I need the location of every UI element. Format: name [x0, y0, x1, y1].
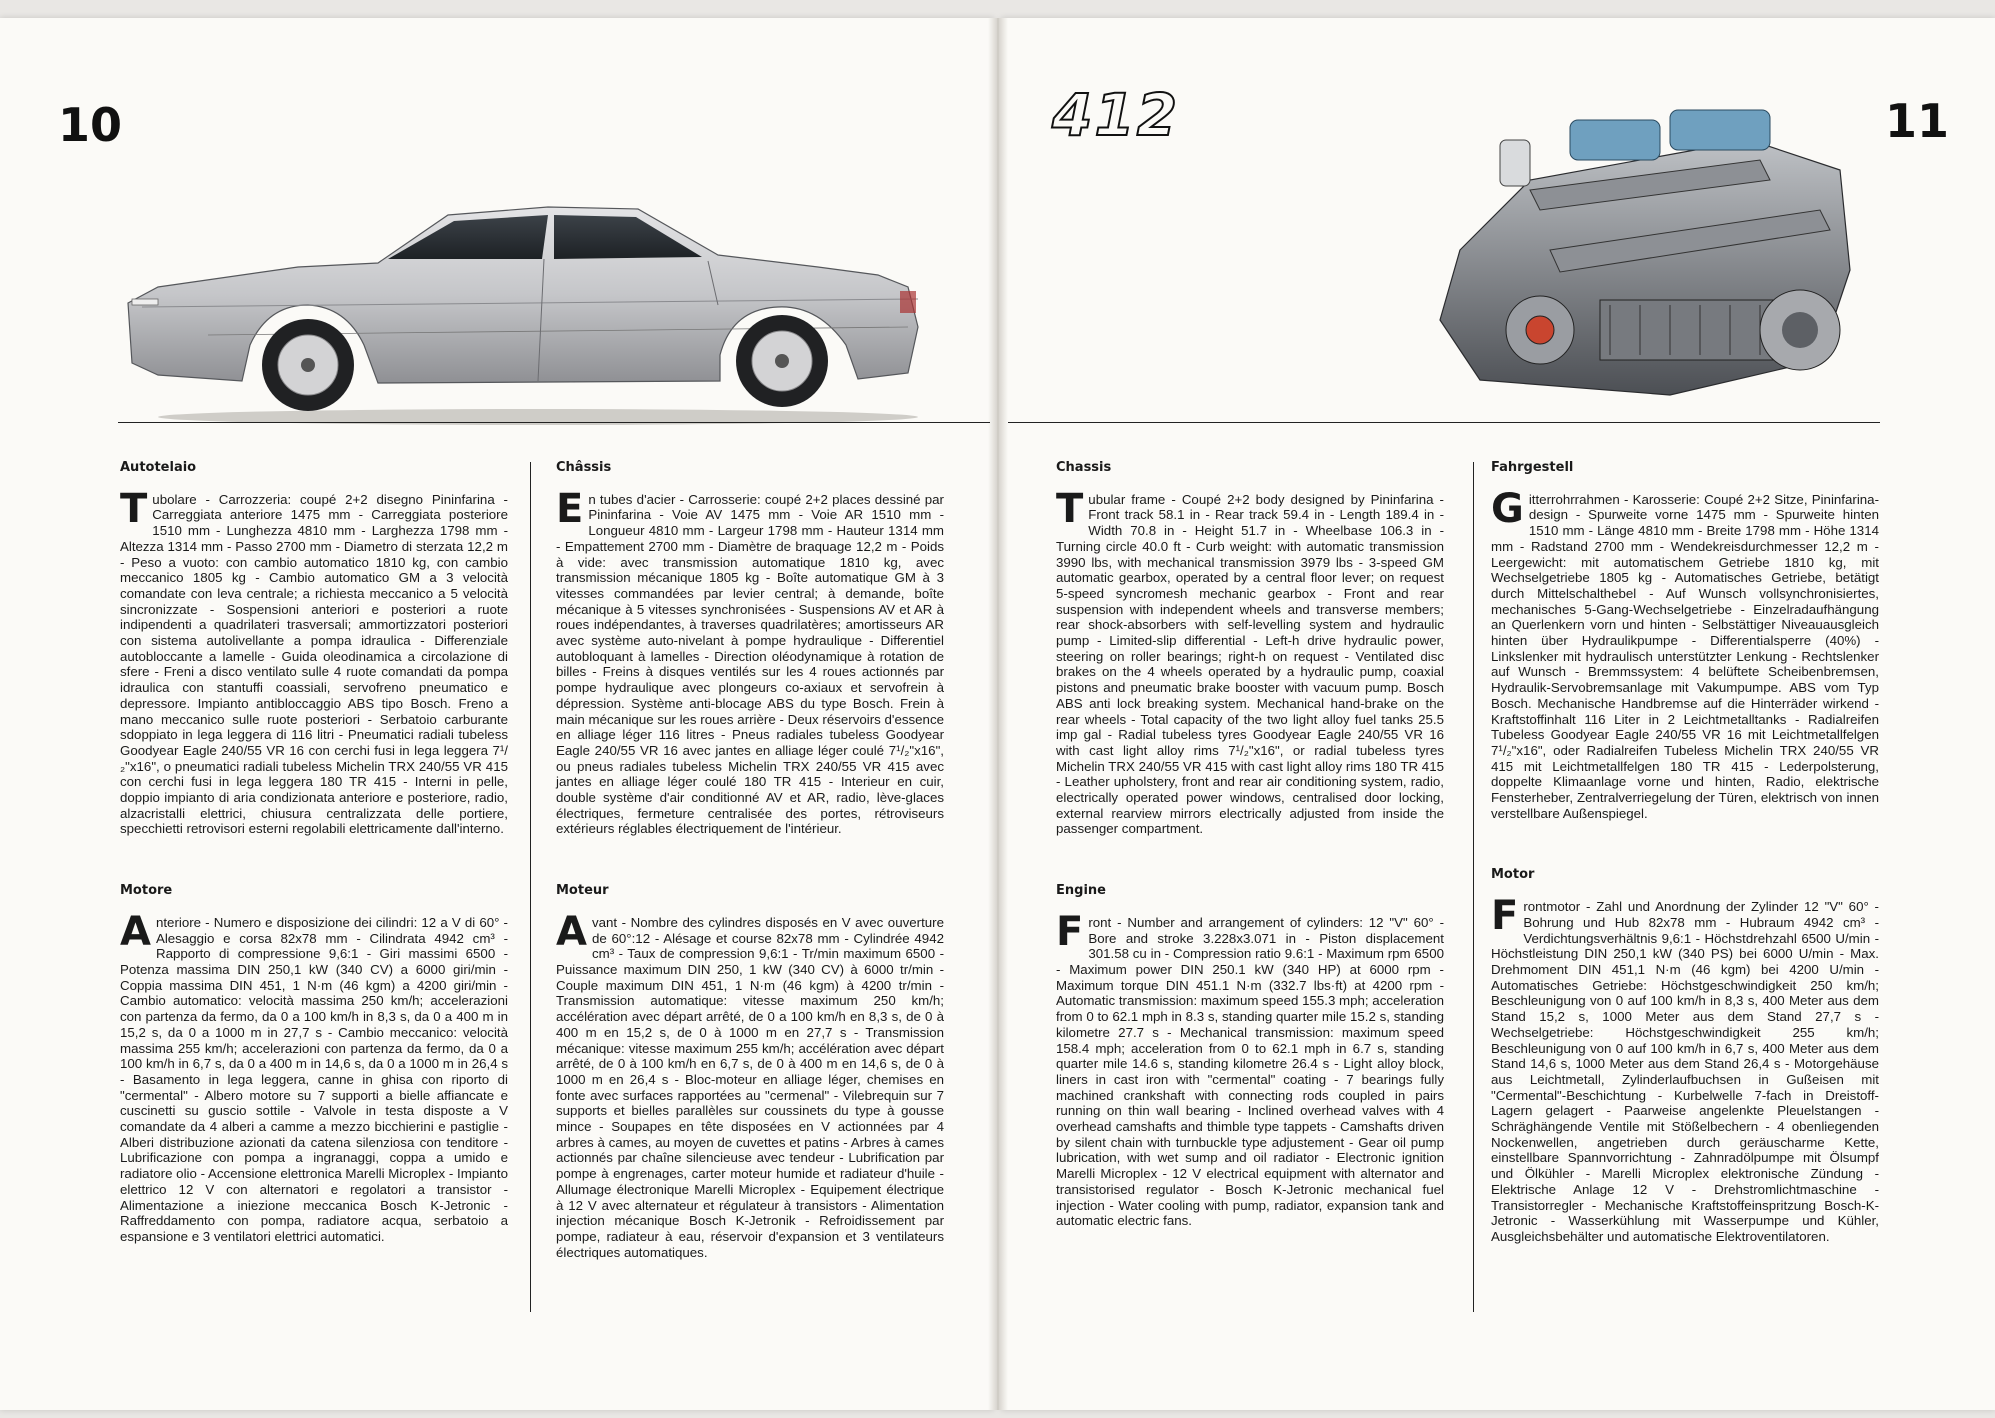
section-heading: Chassis — [1056, 460, 1112, 475]
section-heading: Autotelaio — [120, 460, 197, 475]
drop-cap: A — [556, 908, 587, 955]
section-body — [1491, 485, 1879, 822]
section-heading: Motor — [1491, 867, 1535, 883]
spec-column-italian — [120, 460, 508, 1291]
section-heading: Engine — [1056, 883, 1106, 899]
drop-cap: A — [120, 908, 151, 955]
drop-cap: F — [1491, 893, 1519, 940]
divider-rule-left — [118, 422, 990, 423]
drop-cap: F — [1056, 908, 1084, 955]
page-number-left: 10 — [58, 98, 123, 152]
spec-column-french — [556, 460, 944, 1306]
drop-cap: T — [1056, 485, 1084, 532]
spec-column-english — [1056, 460, 1444, 1275]
section-text: rontmotor - Zahl und Anordnung der Zylinder 12 "V" 60° - Bohrung und Hub 82x78 mm - Hubraum 4942 cm³ - Verdichtungsverhältnis 9,6:1 - Höchstdrehzahl 6500 U/min - Höchstleistung DIN 250,1 kW (340 PS) bei 6000 U/min - Max. Drehmoment DIN 451,1 N·m (46 kgm) bei 4200 U/min - Automatisches Getriebe: Höchstgeschwindigkeit 250 km/h; Beschleunigung von 0 auf 100 km/h in 8,3 s, 400 Meter aus dem Stand 15,2 s, 1000 Meter aus dem Stand 27,7 s - Wechselgetriebe: Höchstgeschwindigkeit 255 km/h; Beschleunigung von 0 auf 100 km/h in 6,7 s, 400 Meter aus dem Stand 14,6 s, 1000 Meter aus dem Stand 26,4 s - Motorgehäuse aus Leichtmetall, Zylinderlaufbuchsen in Gußeisen mit "Cermental"-Beschichtung - Kurbelwelle 7-fach in Dreistoff-Lagern gelagert - Paarweise angelenkte Pleuelstangen - Schräghängende Ventile mit Stößelbechern - 4 obenliegenden Nockenwellen, angetrieben durch geräuscharme Kette, einstellbare Spannvorrichtung - Zahnradölpumpe mit Ölsumpf und Ölkühler - Marelli Microplex elektronische Zündung - Elektrische Anlage 12 V - Drehstromlichtmaschine - Transistorregler - Mechanische Kraftstoffeinspritzung Bosch-K-Jetronic - Wasserkühlung mit Wasserpumpe und Kühler, Ausgleichsbehälter und automatische Elektroventilatoren. — [1491, 899, 1879, 1244]
drop-cap: T — [120, 485, 148, 532]
drop-cap: E — [556, 485, 584, 532]
column-separator-1 — [530, 462, 531, 1312]
section-body — [556, 908, 944, 1260]
book-gutter — [988, 18, 1008, 1410]
section-text: ront - Number and arrangement of cylinders: 12 "V" 60° - Bore and stroke 3.228x3.071 in - Piston displacement 301.58 cu in - Compression ratio 9.6:1 - Maximum rpm 6500 - Maximum power DIN 250.1 kW (340 HP) at 6000 rpm - Maximum torque DIN 451.1 N·m (332.7 lbs·ft) at 4200 rpm - Automatic transmission: maximum speed 155.3 mph; acceleration from 0 to 62.1 mph in 8.3 s, standing quarter mile 15.2 s, standing kilometre 27.7 s - Mechanical transmission: maximum speed 158.4 mph; acceleration from 0 to 62.1 mph in 6.7 s, standing quarter mile 14.6 s, standing kilometre 26.4 s - Light alloy block, liners in cast iron with "cermental" coating - 7 bearings fully machined crankshaft with connecting rods coupled in pairs running on thin wall bearing - Inclined overhead valves with 4 overhead camshafts and thimble type tappets - Camshafts driven by silent chain with turnbuckle type adjustement - Gear oil pump lubrication, with wet sump and oil radiator - Electronic ignition Marelli Microplex - 12 V electrical equipment with alternator and transistorised regulator - Bosch K-Jetronic mechanical fuel injection - Water cooling with pump, radiator, expansion tank and automatic electric fans. — [1056, 914, 1444, 1229]
section-text: ubular frame - Coupé 2+2 body designed by Pininfarina - Front track 58.1 in - Rear track 59.4 in - Length 189.4 in - Width 70.8 in - Height 51.7 in - Wheelbase 106.3 in - Turning circle 40.0 ft - Curb weight: with automatic transmission 3990 lbs, with mechanical transmission 3979 lbs - 3-speed GM automatic gearbox, operated by a central floor lever; on request 5-speed syncromesh mechanic gearbox - Front and rear suspension with independent wheels and transverse members; rear shock-absorbers with self-levelling system and hydraulic pump - Limited-slip differential - Left-h drive hydraulic power, steering on roller bearings; right-h on request - Ventilated disc brakes on the 4 wheels operated by a hydraulic pump, coaxial pistons and pneumatic brake booster with vacuum pump. Bosch ABS anti lock breaking system. Mechanical hand-brake on the rear wheels - Total capacity of the two light alloy fuel tanks 25.5 imp gal - Radial tubeless tyres Goodyear Eagle 240/55 VR 16 with cast light alloy rims 7¹/₂"x16", or radial tubeless tyres Michelin TRX 240/55 VR 415 with cast light alloy rims 180 TR 415 - Leather upholstery, front and rear air conditioning system, radio, electrically operated power windows, centralised door locking, external rearview mirrors electrically adjusted from inside the passenger compartment. — [1056, 491, 1444, 837]
column-separator-2 — [1473, 462, 1474, 1312]
car-side-view-image — [118, 195, 948, 430]
section-text: itterrohrrahmen - Karosserie: Coupé 2+2 Sitze, Pininfarina-design - Spurweite vorne 1475 mm - Spurweite hinten 1510 mm - Länge 4810 mm - Breite 1798 mm - Höhe 1314 mm - Radstand 2700 mm - Wendekreisdurchmesser 12,2 m - Leergewicht: mit automatischem Getriebe 1810 kg, mit Wechselgetriebe 1805 kg - Automatisches Getriebe, betätigt durch Mittelschalthebel - Auf Wunsch vollsynchronisiertes, mechanisches 5-Gang-Wechselgetriebe - Einzelradaufhängung an Querlenkern vorn und hinten - Selbstättiger Niveauausgleich hinten über Hydraulikpumpe - Differentialsperre (40%) - Linkslenker mit hydraulisch unterstützter Lenkung - Rechtslenker auf Wunsch - Bremmssystem: 4 belüftete Scheibenbremsen, Hydraulik-Servobremsanlage mit Vakumpumpe. ABS vom Typ Bosch. Mechanische Handbremse auf die Hinterräder wirkend - Kraftstoffinhalt 116 Liter in 2 Leichtmetalltanks - Radialreifen Tubeless Goodyear Eagle 240/55 VR 16 mit Leichtmetallfelgen 7¹/₂"x16", oder Radialreifen Tubeless Michelin TRX 240/55 VR 415 mit Leichtmetallfelgen 180 TR 415 - Lederpolsterung, doppelte Klimaanlage vorne und hinten, Radio, elektrische Fensterheber, Zentralverriegelung der Türen, elektrisch von innen verstellbare Außenspiegel. — [1491, 491, 1879, 821]
section-text: vant - Nombre des cylindres disposés en V avec ouverture de 60°:12 - Alésage et course 82x78 mm - Cylindrée 4942 cm³ - Taux de compression 9,6:1 - Tr/min maximum 6500 - Puissance maximum DIN 250, 1 kW (340 CV) à 6000 tr/min - Couple maximum DIN 451, 1 N·m (46 kgm) à 4200 tr/min - Transmission automatique: vitesse maximum 250 km/h; accélération avec départ arrêté, de 0 a 100 km/h en 8,3 s, de 0 à 400 m en 15,2 s, de 0 à 1000 m en 27,7 s - Transmission mécanique: vitesse maximum 255 km/h; accélération avec départ arrêté, de 0 à 100 km/h en 6,7 s, de 0 à 400 m en 14,6 s, de 0 à 1000 m en 26,4 s - Bloc-moteur en alliage léger, chemises en fonte avec surfaces rapportées au "cermenal" - Vilebrequin sur 7 supports et bielles parallèles sur coussinets du type à gousse mince - Soupapes en tête disposées en V actionnées par 4 arbres à cames, au moyen de cuvettes et patins - Arbres à cames actionnés par chaîne silencieuse avec tendeur - Lubrification par pompe à engrenages, carter moteur humide et radiateur d'huile - Allumage électronique Marelli Microplex - Equipement électrique à 12 V avec alternateur et régulateur à transistors - Alimentation injection mécanique Bosch K-Jetronik - Refroidissement par pompe, radiateur à eau, réservoir d'expansion et 3 ventilateurs électriques automatiques. — [556, 914, 944, 1260]
section-body — [1491, 893, 1879, 1244]
section-heading: Moteur — [556, 883, 609, 899]
section-body — [556, 485, 944, 837]
section-heading: Châssis — [556, 460, 612, 475]
section-body — [1056, 485, 1444, 837]
spec-column-german — [1491, 460, 1879, 1291]
page-number-right: 11 — [1885, 94, 1950, 148]
divider-rule-right — [1008, 422, 1880, 423]
section-text: ubolare - Carrozzeria: coupé 2+2 disegno Pininfarina - Carreggiata anteriore 1475 mm - Carreggiata posteriore 1510 mm - Lunghezza 4810 mm - Larghezza 1798 mm - Altezza 1314 mm - Passo 2700 mm - Diametro di sterzata 12,2 m - Peso a vuoto: con cambio automatico 1810 kg, con cambio meccanico 1805 kg - Cambio automatico GM a 3 velocità comandate con leva centrale; a richiesta meccanico a 5 velocità sincronizzate - Sospensioni anteriori e posteriori a ruote indipendenti a quadrilateri trasversali; ammortizzatori posteriori con sistema autolivellante a pompa idraulica - Differenziale autobloccante a lamelle - Guida oleodinamica a circolazione di sfere - Freni a disco ventilato sulle 4 ruote comandati da pompa idraulica con stantuffi coassiali, servofreno pneumatico e depressore. Impianto antibloccaggio ABS tipo Bosch. Freno a mano meccanico sulle ruote posteriori - Serbatoio carburante sdoppiato in lega leggera di 116 litri - Pneumatici radiali tubeless Goodyear Eagle 240/55 VR 16 con cerchi fusi in lega leggera 7¹/₂"x16", o pneumatici radiali tubeless Michelin TRX 240/55 VR 415 con cerchi fusi in lega leggera 180 TR 415 - Interni in pelle, doppio impianto di aria condizionata anteriore e posteriore, radio, alzacristalli elettrici, chiusura centralizzata delle portiere, specchietti retrovisori esterni regolabili elettricamente dall'interno. — [120, 491, 508, 837]
section-body — [1056, 908, 1444, 1229]
section-text: n tubes d'acier - Carrosserie: coupé 2+2 places dessiné par Pininfarina - Voie AV 1475 mm - Voie AR 1510 mm - Longueur 4810 mm - Largeur 1798 mm - Hauteur 1314 mm - Empattement 2700 mm - Diamètre de braquage 12,2 m - Poids à vide: avec transmission automatique 1810 kg, avec transmission mécanique 1805 kg - Boîte automatique GM à 3 vitesses commandées par levier central; à demande, boîte mécanique à 5 vitesses synchronisées - Suspensions AV et AR à roues indépendantes, à traverses quadrilatères; amortisseurs AR avec système auto-nivelant à pompe hydraulique - Differentiel autobloquant à lamelles - Direction oléodynamique à rotation de billes - Freins à disques ventilés sur les 4 roues actionnés par pompe hydraulique avec plongeurs co-axiaux et servofrein à dépression. Système anti-blocage ABS du type Bosch. Frein à main mécanique sur les roues arrière - Deux réservoirs d'essence en alliage léger 116 litres - Pneus radiales tubeless Goodyear Eagle 240/55 VR 16 avec jantes en alliage léger coulé 7¹/₂"x16", ou pneus radiales tubeless Michelin TRX 240/55 VR 415 avec jantes en alliage léger coulé 180 TR 415 - Interieur en cuir, double système d'air conditionné AV et AR, radio, lève-glaces électriques, fermeture centralisée des portes, rétroviseurs extérieurs réglables électriquement de l'intérieur. — [556, 491, 944, 837]
engine-cutaway-image — [1420, 100, 1860, 405]
section-body — [120, 485, 508, 837]
section-body — [120, 908, 508, 1245]
section-heading: Fahrgestell — [1491, 460, 1574, 475]
section-text: nteriore - Numero e disposizione dei cilindri: 12 a V di 60° - Alesaggio e corsa 82x78 mm - Cilindrata 4942 cm³ - Rapporto di compressione 9,6:1 - Giri massimi 6500 - Potenza massima DIN 250,1 kW (340 CV) a 6000 giri/min - Coppia massima DIN 451, 1 N·m (46 kgm) a 4200 giri/min - Cambio automatico: velocità massima 250 km/h; accelerazioni con partenza da fermo, da 0 a 100 km/h in 8,3 s, da 0 a 400 m in 15,2 s, da 0 a 1000 m in 27,7 s - Cambio meccanico: velocità massima 255 km/h; accelerazioni con partenza da fermo, da 0 a 100 km/h in 6,7 s, da 0 a 400 m in 14,6 s, da 0 a 1000 m in 26,4 s - Basamento in lega leggera, canne in ghisa con riporto di "cermental" - Albero motore su 7 supporti a bielle affiancate e cuscinetti su guscio sottile - Valvole in testa disposte a V comandate da 4 alberi a camme a mezzo bicchierini e pastiglie - Alberi distribuzione azionati da catena silenziosa con tenditore - Lubrificazione con pompa a ingranaggi, coppa a umido e radiatore olio - Accensione elettronica Marelli Microplex - Impianto elettrico 12 V con alternatori e regolatori a transistor - Alimentazione a iniezione meccanica Bosch K-Jetronic - Raffreddamento con pompa, radiatore acqua, serbatoio a espansione e 3 ventilatori elettrici automatici. — [120, 914, 508, 1244]
model-logo: 412 — [1052, 81, 1180, 149]
section-heading: Motore — [120, 883, 173, 899]
drop-cap: G — [1491, 485, 1524, 532]
